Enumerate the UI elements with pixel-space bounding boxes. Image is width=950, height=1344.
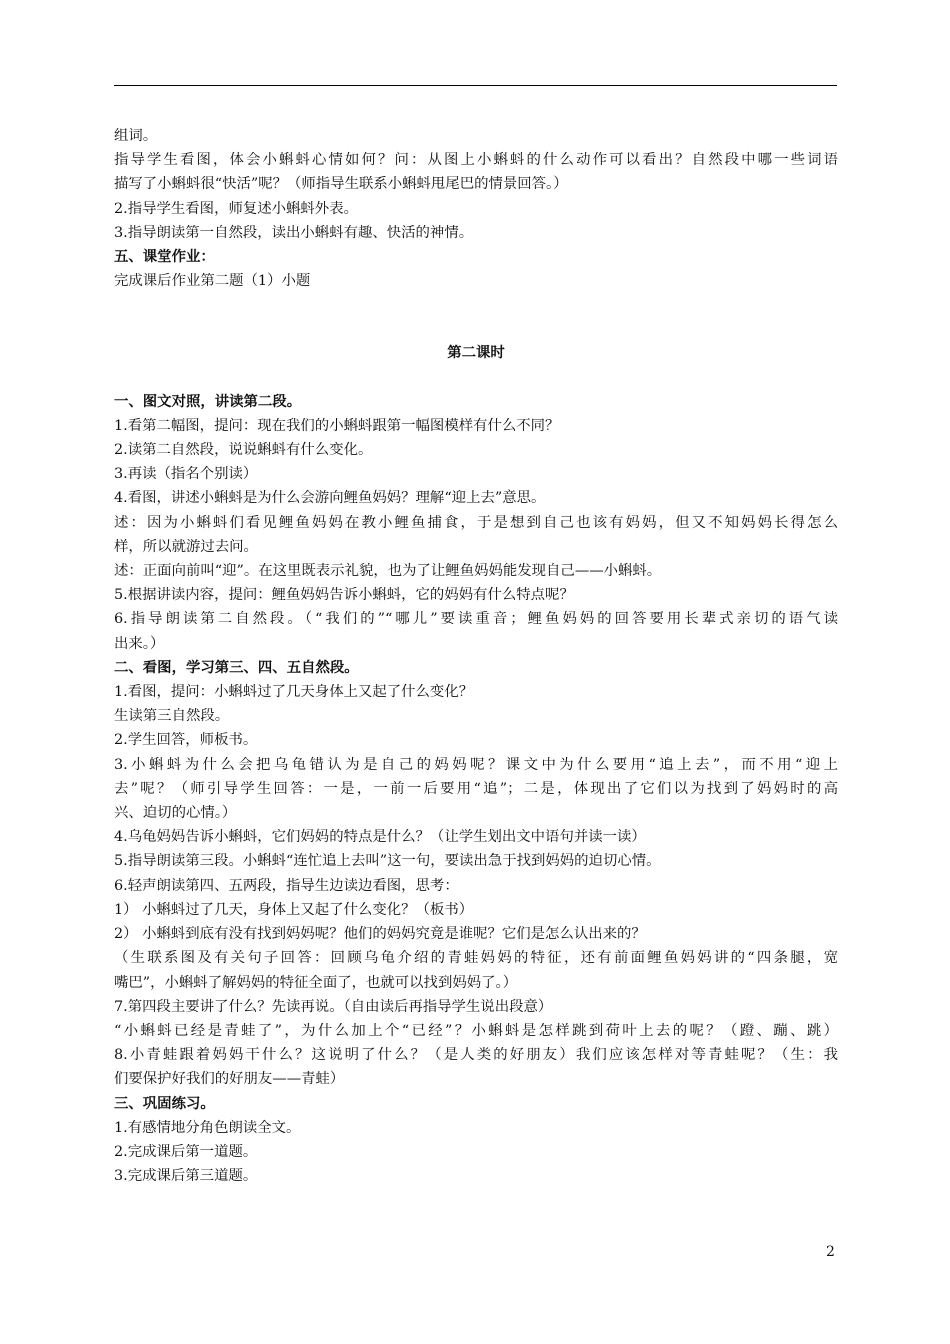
text-line: “小蝌蚪已经是青蛙了”，为什么加上个“已经”？小蝌蚪是怎样跳到荷叶上去的呢？（蹬、蹦、跳） [114,1022,838,1039]
text-line: 2.读第二自然段，说说蝌蚪有什么变化。 [114,442,373,459]
text-line: 3.再读（指名个别读） [114,466,258,483]
section-heading: 二、看图，学习第三、四、五自然段。 [114,658,359,676]
text-line: 4.看图，讲述小蝌蚪是为什么会游向鲤鱼妈妈？理解“迎上去”意思。 [114,490,546,507]
document-body [114,124,838,1188]
text-line: 5.指导朗读第三段。小蝌蚪“连忙追上去叫”这一句，要读出急于找到妈妈的迫切心情。 [114,853,661,870]
text-line: 指导学生看图，体会小蝌蚪心情如何？问：从图上小蝌蚪的什么动作可以看出？自然段中哪一些词语 [114,152,838,169]
header-rule [114,85,837,86]
text-line: （生联系图及有关句子回答：回顾乌龟介绍的青蛙妈妈的特征，还有前面鲤鱼妈妈讲的“四条腿，宽 [114,950,838,967]
text-line: 7.第四段主要讲了什么？先读再说。（自由读后再指导学生说出段意） [114,998,553,1015]
text-line: 述：因为小蝌蚪们看见鲤鱼妈妈在教小鲤鱼捕食，于是想到自己也该有妈妈，但又不知妈妈长得怎么 [114,514,838,531]
text-line: 6.指导朗读第二自然段。（“我们的”“哪儿”要读重音；鲤鱼妈妈的回答要用长辈式亲切的语气读 [114,611,838,628]
text-line: 组词。 [114,128,158,144]
text-line: 1） 小蝌蚪过了几天，身体上又起了什么变化？（板书） [114,901,474,918]
text-line: 2.学生回答，师板书。 [114,732,258,749]
text-line: 4.乌龟妈妈告诉小蝌蚪，它们妈妈的特点是什么？（让学生划出文中语句并读一读） [114,829,646,846]
text-line: 去”呢？（师引导学生回答：一是，一前一后要用“追”；二是，体现出了它们以为找到了妈妈时的高 [114,780,838,797]
text-line: 出来。） [114,635,165,652]
text-line: 3.完成课后第三道题。 [114,1168,258,1185]
text-line: 2.完成课后第一道题。 [114,1143,258,1160]
section-heading: 五、课堂作业： [114,248,215,266]
text-line: 5.根据讲读内容，提问：鲤鱼妈妈告诉小蝌蚪，它的妈妈有什么特点呢？ [114,587,574,604]
section-heading: 三、巩固练习。 [114,1094,215,1112]
text-line: 1.看第二幅图，提问：现在我们的小蝌蚪跟第一幅图模样有什么不同？ [114,417,560,434]
text-line: 1.有感情地分角色朗读全文。 [114,1119,301,1136]
text-line: 述：正面向前叫“迎”。在这里既表示礼貌，也为了让鲤鱼妈妈能发现自己——小蝌蚪。 [114,563,662,580]
lesson-title: 第二课时 [447,344,505,362]
text-line: 8.小青蛙跟着妈妈干什么？这说明了什么？（是人类的好朋友）我们应该怎样对等青蛙呢？（生：我 [114,1047,838,1064]
text-line: 完成课后作业第二题（1）小题 [114,273,311,290]
text-line: 6.轻声朗读第四、五两段，指导生边读边看图，思考： [114,877,459,894]
text-line: 嘴巴”，小蝌蚪了解妈妈的特征全面了，也就可以找到妈妈了。） [114,974,518,991]
text-line: 们要保护好我们的好朋友——青蛙） [114,1071,345,1088]
text-line: 兴、迫切的心情。） [114,805,237,822]
text-line: 3.指导朗读第一自然段，读出小蝌蚪有趣、快活的神情。 [114,224,474,241]
text-line: 描写了小蝌蚪很“快活”呢？（师指导生联系小蝌蚪甩尾巴的情景回答。） [114,176,568,193]
text-line: 1.看图，提问：小蝌蚪过了几天身体上又起了什么变化？ [114,684,474,701]
section-heading: 一、图文对照，讲读第二段。 [114,392,302,410]
text-line: 3.小蝌蚪为什么会把乌龟错认为是自己的妈妈呢？课文中为什么要用“追上去”，而不用“迎上 [114,756,838,773]
page-number: 2 [826,1244,835,1260]
text-line: 生读第三自然段。 [114,708,230,725]
text-line: 样，所以就游过去问。 [114,538,258,555]
text-line: 2.指导学生看图，师复述小蝌蚪外表。 [114,200,358,217]
text-line: 2） 小蝌蚪到底有没有找到妈妈呢？他们的妈妈究竟是谁呢？它们是怎么认出来的？ [114,926,646,943]
